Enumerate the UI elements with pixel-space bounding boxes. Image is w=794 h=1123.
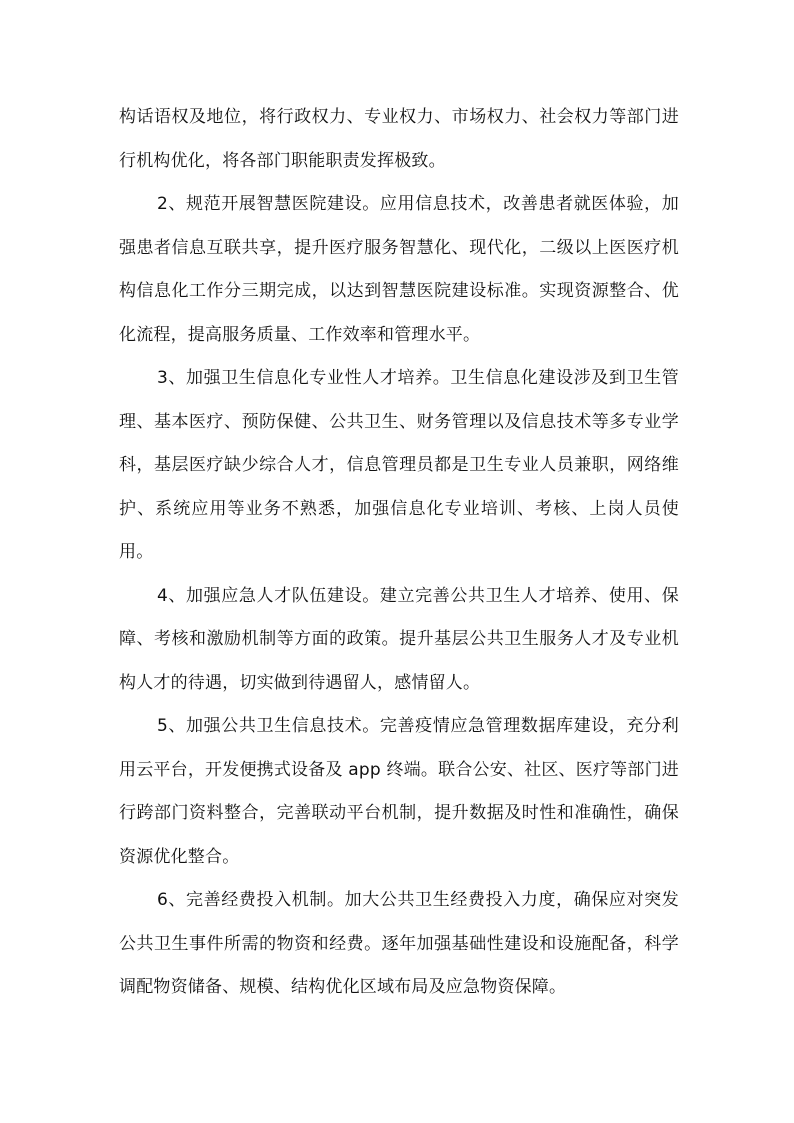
paragraph-item-5: 5、加强公共卫生信息技术。完善疫情应急管理数据库建设，充分利用云平台，开发便携式设备及 app 终端。联合公安、社区、医疗等部门进行跨部门资料整合，完善联动平台机制，提升数据及时性和准确性，确保资源优化整合。 [119, 716, 679, 867]
paragraph-item-2: 2、规范开展智慧医院建设。应用信息技术，改善患者就医体验，加强患者信息互联共享，提升医疗服务智慧化、现代化，二级以上医医疗机构信息化工作分三期完成，以达到智慧医院建设标准。实现资源整合、优化流程，提高服务质量、工作效率和管理水平。 [119, 194, 679, 345]
paragraph-item-4: 4、加强应急人才队伍建设。建立完善公共卫生人才培养、使用、保障、考核和激励机制等方面的政策。提升基层公共卫生服务人才及专业机构人才的待遇，切实做到待遇留人，感情留人。 [119, 585, 679, 693]
paragraph-item-3: 3、加强卫生信息化专业性人才培养。卫生信息化建设涉及到卫生管理、基本医疗、预防保健、公共卫生、财务管理以及信息技术等多专业学科，基层医疗缺少综合人才，信息管理员都是卫生专业人员兼职，网络维护、系统应用等业务不熟悉，加强信息化专业培训、考核、上岗人员使用。 [119, 368, 679, 562]
paragraph-continuation: 构话语权及地位，将行政权力、专业权力、市场权力、社会权力等部门进行机构优化，将各部门职能职责发挥极致。 [119, 107, 679, 171]
paragraph-item-6: 6、完善经费投入机制。加大公共卫生经费投入力度，确保应对突发公共卫生事件所需的物资和经费。逐年加强基础性建设和设施配备，科学调配物资储备、规模、结构优化区域布局及应急物资保障。 [119, 890, 679, 997]
document-body [119, 96, 679, 1010]
